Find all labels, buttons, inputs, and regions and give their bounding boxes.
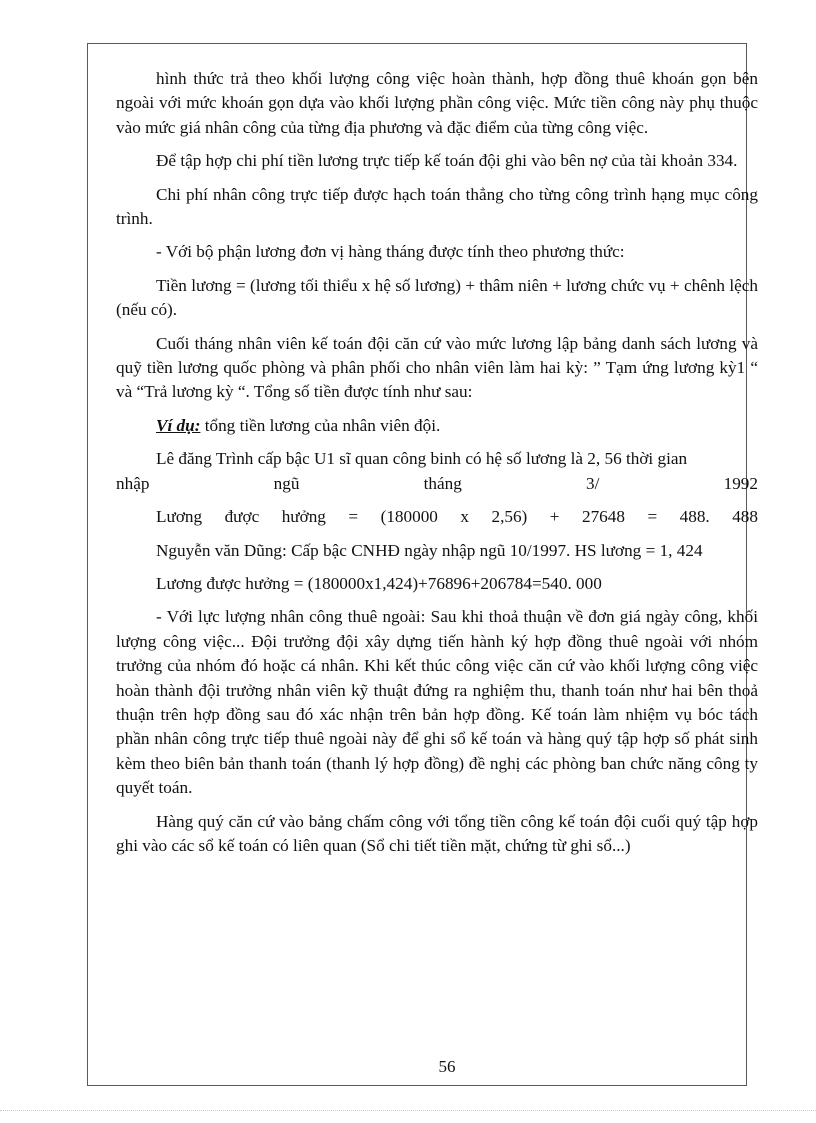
paragraph-payment-forms: hình thức trả theo khối lượng công việc hoàn thành, hợp đồng thuê khoán gọn bên ngoài với mức khoán gọn dựa vào khối lượng phần công việc. Mức tiền công này phụ thuộc vào mức giá nhân công của từng địa phương và đặc điểm của từng công việc. <box>116 69 758 137</box>
paragraph-dung-salary: Lương được hưởng = (180000x1,424)+76896+206784=540. 000 <box>156 573 602 593</box>
paragraph-end-of-month: Cuối tháng nhân viên kế toán đội căn cứ vào mức lương lập bảng danh sách lương và quỹ tiền lương quốc phòng và phân phối cho nhân viên làm hai kỳ: ” Tạm ứng lương kỳ1 “ và “Trả lương kỳ “. Tổng số tiền được tính như sau: <box>116 333 758 402</box>
example-label: Ví dụ: <box>156 415 201 435</box>
paragraph-employee-trinh <box>116 447 758 471</box>
paragraph-example <box>116 414 758 438</box>
paragraph-trinh-salary: Lương được hưởng = (180000 x 2,56) + 27648 = 488. 488 <box>156 507 758 527</box>
paragraph-monthly-salary-method: - Với bộ phận lương đơn vị hàng tháng được tính theo phương thức: <box>156 242 625 262</box>
paragraph-account-334: Để tập hợp chi phí tiền lương trực tiếp kế toán đội ghi vào bên nợ của tài khoản 334. <box>156 151 738 171</box>
employee-trinh-line1: Lê đăng Trình cấp bậc U1 sĩ quan công binh có hệ số lương là 2, 56 thời gian <box>156 449 688 469</box>
paragraph-direct-labor: Chi phí nhân công trực tiếp được hạch toán thẳng cho từng công trình hạng mục công trình. <box>116 184 758 229</box>
employee-trinh-line2: nhập ngũ tháng 3/ 1992 <box>116 473 758 493</box>
page-number: 56 <box>438 1057 456 1076</box>
page-bottom-divider <box>0 1110 816 1111</box>
paragraph-salary-formula: Tiền lương = (lương tối thiểu x hệ số lương) + thâm niên + lương chức vụ + chênh lệch (nếu có). <box>116 275 758 320</box>
paragraph-outsourced-labor: - Với lực lượng nhân công thuê ngoài: Sau khi thoả thuận về đơn giá ngày công, khối lượng công việc... Đội trưởng đội xây dựng tiến hành ký hợp đồng thuê ngoài với nhóm trưởng của nhóm đó hoặc cá nhân. Khi kết thúc công việc căn cứ vào khối lượng công việc hoàn thành đội trưởng nhân viên kỹ thuật đứng ra nghiệm thu, thanh toán như hai bên thoả thuận trên hợp đồng sau đó xác nhận trên bản hợp đồng. Kế toán làm nhiệm vụ bóc tách phần nhân công trực tiếp thuê ngoài này để ghi sổ kế toán và hàng quý tập hợp số phát sinh kèm theo biên bản thanh toán (thanh lý hợp đồng) đề nghị các phòng ban chức năng công ty quyết toán. <box>116 607 758 798</box>
document-body <box>116 67 758 867</box>
example-text: tổng tiền lương của nhân viên đội. <box>200 415 441 435</box>
paragraph-employee-dung: Nguyễn văn Dũng: Cấp bậc CNHĐ ngày nhập ngũ 10/1997. HS lương = 1, 424 <box>156 540 703 560</box>
paragraph-quarterly-timesheet: Hàng quý căn cứ vào bảng chấm công với tổng tiền công kế toán đội cuối quý tập hợp ghi vào các sổ kế toán có liên quan (Sổ chi tiết tiền mặt, chứng từ ghi sổ...) <box>116 811 758 855</box>
